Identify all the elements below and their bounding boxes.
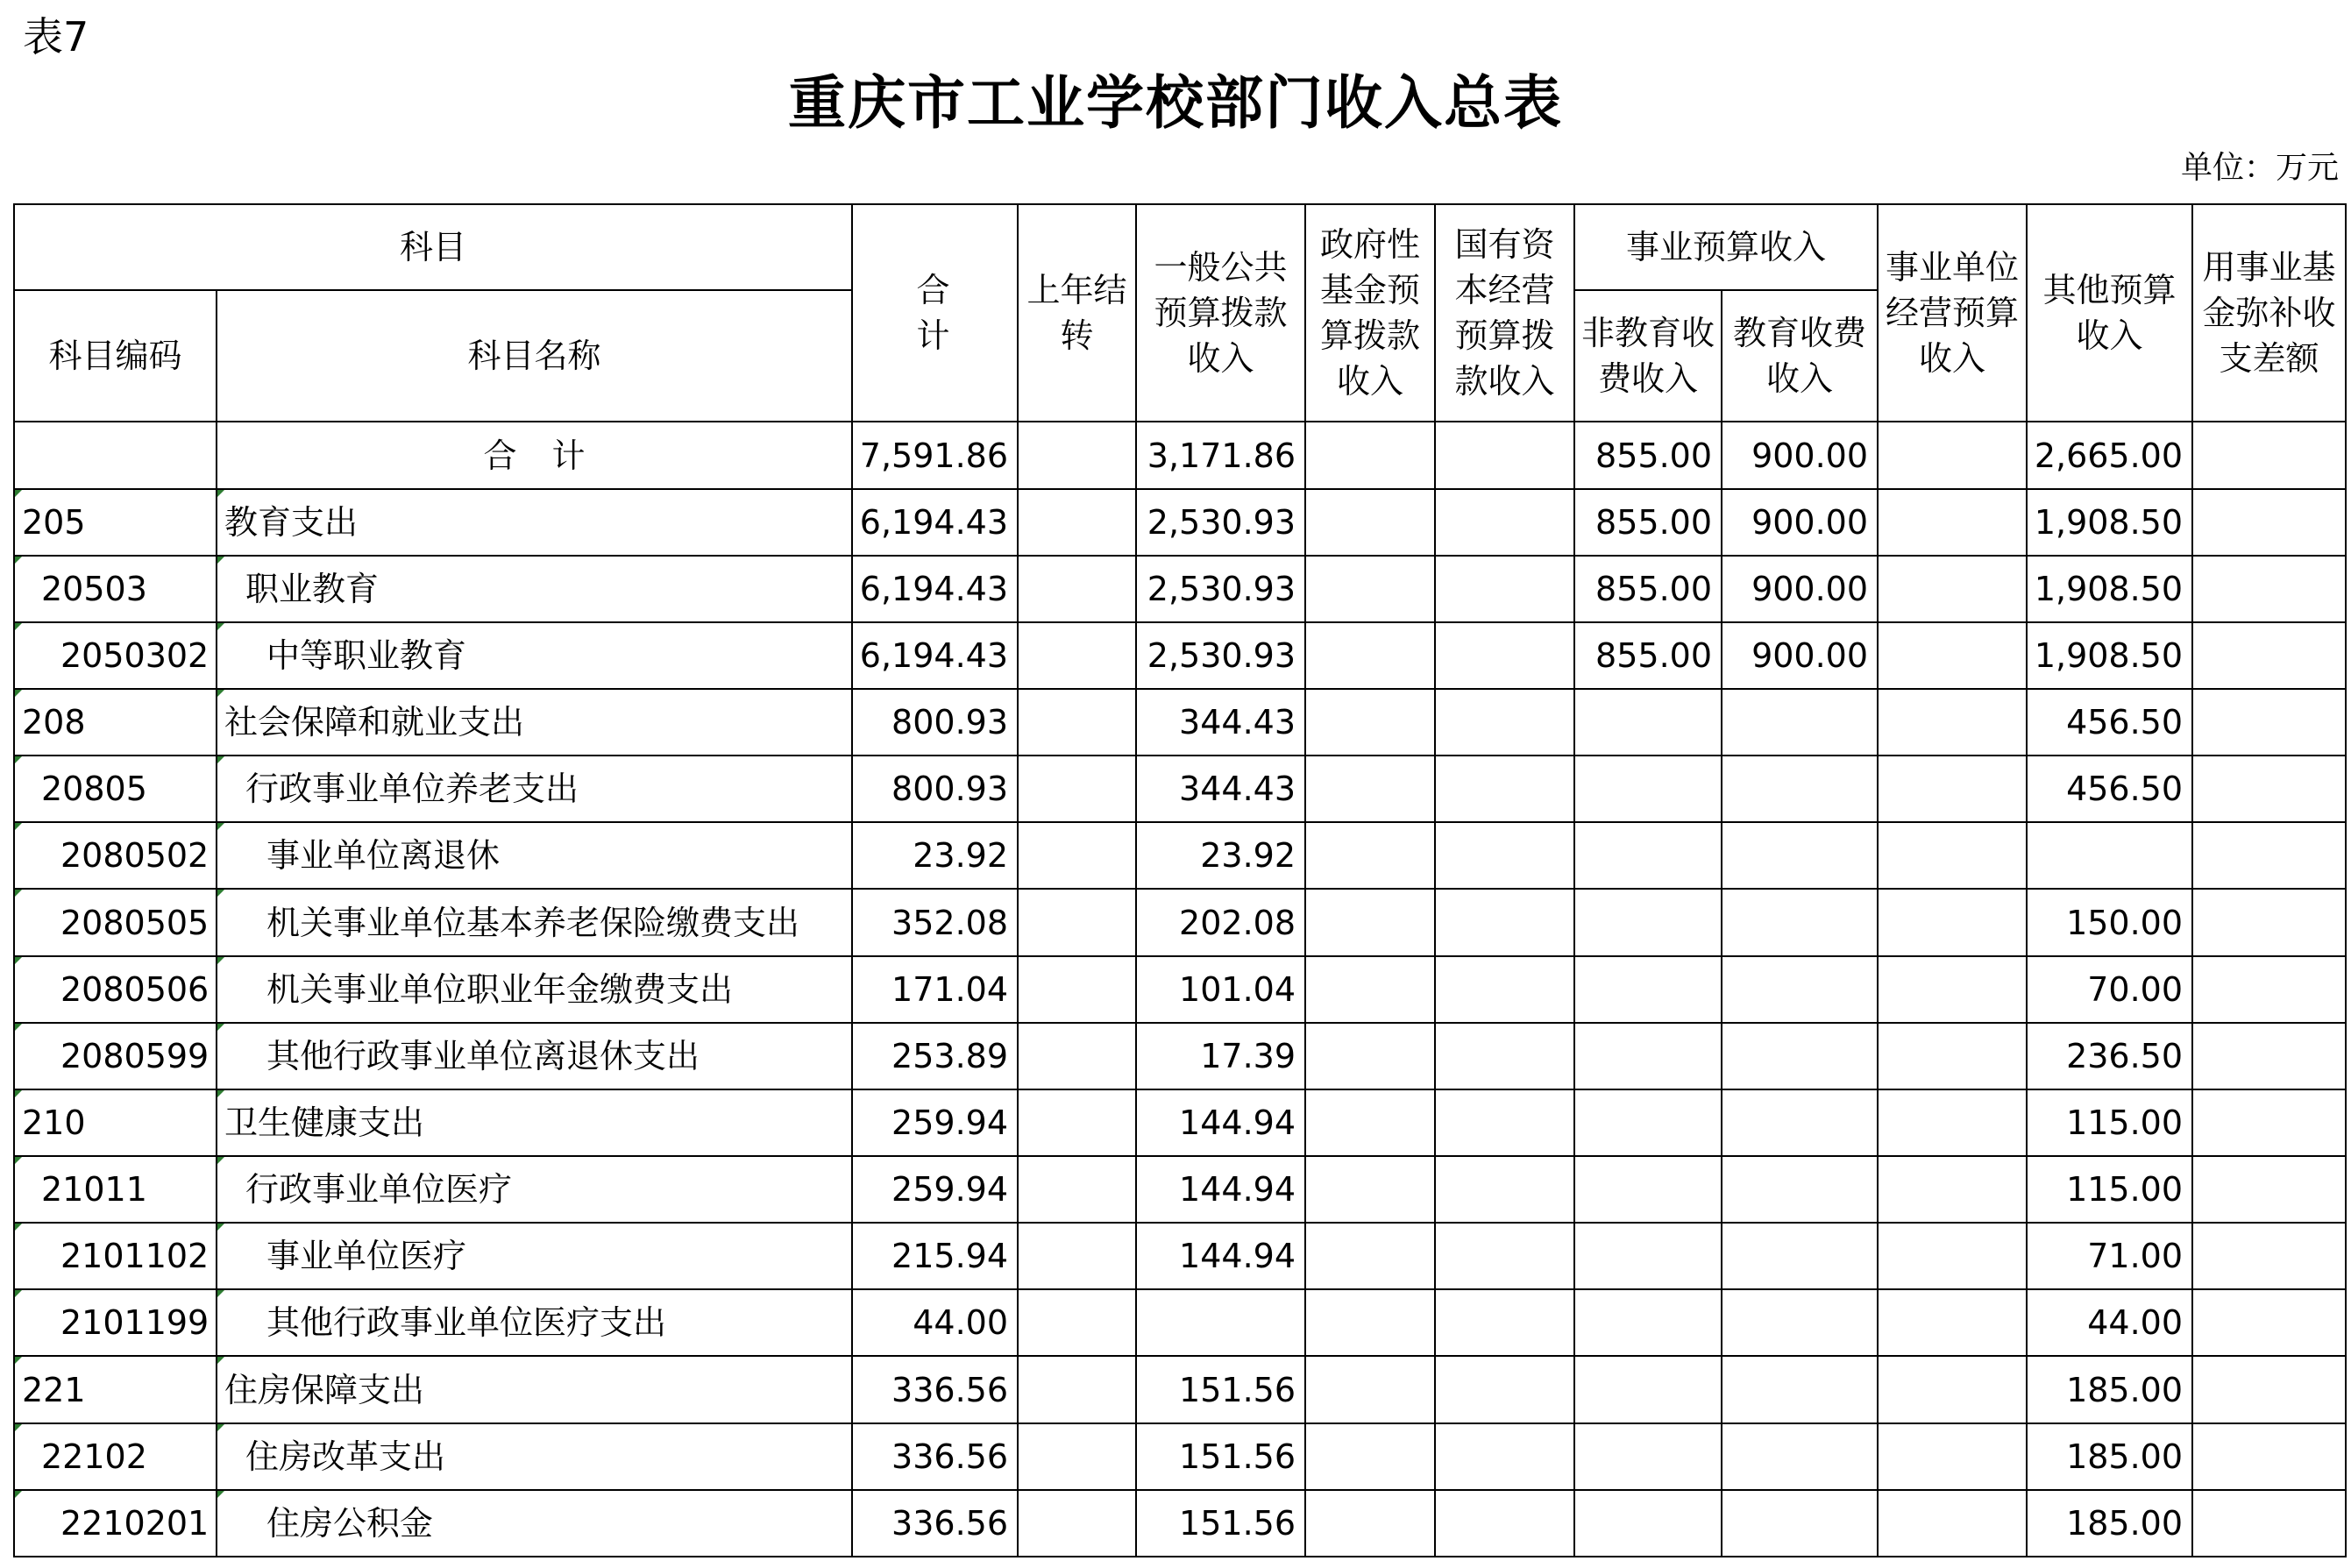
subject-code: 20805: [14, 756, 217, 822]
subject-name: 卫生健康支出: [217, 1089, 852, 1156]
total-amount: 6,194.43: [852, 489, 1018, 556]
table-row: [14, 556, 2346, 622]
other-budget-amount: 236.50: [2027, 1023, 2192, 1089]
subject-name: 其他行政事业单位离退休支出: [217, 1023, 852, 1089]
total-amount: 800.93: [852, 689, 1018, 756]
other-budget-amount: 150.00: [2027, 889, 2192, 955]
total-amount: 336.56: [852, 1490, 1018, 1557]
unit-operation-amount: [1878, 1356, 2027, 1423]
total-code-cell: [14, 422, 217, 488]
other-budget-amount: 1,908.50: [2027, 622, 2192, 689]
header-other-budget: 其他预算收入: [2027, 204, 2192, 422]
state-capital-amount: [1435, 1156, 1574, 1223]
gov-fund-amount: [1305, 689, 1435, 756]
non-edu-fee-amount: [1574, 1089, 1722, 1156]
carryover-amount: [1018, 1490, 1136, 1557]
total-amount: 259.94: [852, 1089, 1018, 1156]
header-row-1: [14, 204, 2346, 290]
general-budget-amount: 101.04: [1136, 956, 1305, 1023]
total-state-capital: [1435, 422, 1574, 488]
subject-name: 中等职业教育: [217, 622, 852, 689]
carryover-amount: [1018, 556, 1136, 622]
other-budget-amount: 71.00: [2027, 1223, 2192, 1289]
subject-name: 其他行政事业单位医疗支出: [217, 1289, 852, 1356]
subject-name: 行政事业单位医疗: [217, 1156, 852, 1223]
subject-name: 住房改革支出: [217, 1423, 852, 1490]
general-budget-amount: 151.56: [1136, 1423, 1305, 1490]
other-budget-amount: [2027, 822, 2192, 889]
non-edu-fee-amount: 855.00: [1574, 556, 1722, 622]
total-amount: 6,194.43: [852, 556, 1018, 622]
other-budget-amount: 70.00: [2027, 956, 2192, 1023]
header-edu-fee: 教育收费收入: [1722, 290, 1878, 422]
fund-balance-amount: [2192, 822, 2346, 889]
carryover-amount: [1018, 689, 1136, 756]
edu-fee-amount: 900.00: [1722, 489, 1878, 556]
other-budget-amount: 185.00: [2027, 1356, 2192, 1423]
other-budget-amount: 185.00: [2027, 1423, 2192, 1490]
total-amount: 253.89: [852, 1023, 1018, 1089]
fund-balance-amount: [2192, 1490, 2346, 1557]
general-budget-amount: 151.56: [1136, 1490, 1305, 1557]
total-amount: 215.94: [852, 1223, 1018, 1289]
subject-code: 20503: [14, 556, 217, 622]
table-row: [14, 622, 2346, 689]
gov-fund-amount: [1305, 1356, 1435, 1423]
subject-name: 机关事业单位职业年金缴费支出: [217, 956, 852, 1023]
fund-balance-amount: [2192, 956, 2346, 1023]
general-budget-amount: 202.08: [1136, 889, 1305, 955]
state-capital-amount: [1435, 889, 1574, 955]
table-row: [14, 889, 2346, 955]
state-capital-amount: [1435, 1223, 1574, 1289]
table-row: [14, 956, 2346, 1023]
fund-balance-amount: [2192, 556, 2346, 622]
gov-fund-amount: [1305, 889, 1435, 955]
subject-code: 22102: [14, 1423, 217, 1490]
total-amount: 7,591.86: [852, 422, 1018, 488]
header-total: 合 计: [852, 204, 1018, 422]
general-budget-amount: 151.56: [1136, 1356, 1305, 1423]
table-row: [14, 1223, 2346, 1289]
fund-balance-amount: [2192, 1089, 2346, 1156]
fund-balance-amount: [2192, 1223, 2346, 1289]
other-budget-amount: 456.50: [2027, 756, 2192, 822]
income-summary-table: [13, 203, 2347, 1557]
non-edu-fee-amount: [1574, 1223, 1722, 1289]
header-carryover: 上年结转: [1018, 204, 1136, 422]
general-budget-amount: 344.43: [1136, 689, 1305, 756]
header-gov-fund: 政府性基金预算拨款收入: [1305, 204, 1435, 422]
carryover-amount: [1018, 822, 1136, 889]
state-capital-amount: [1435, 1356, 1574, 1423]
header-general-budget: 一般公共预算拨款收入: [1136, 204, 1305, 422]
fund-balance-amount: [2192, 756, 2346, 822]
subject-code: 208: [14, 689, 217, 756]
total-non-edu-fee: 855.00: [1574, 422, 1722, 488]
non-edu-fee-amount: [1574, 1289, 1722, 1356]
other-budget-amount: 44.00: [2027, 1289, 2192, 1356]
total-carryover: [1018, 422, 1136, 488]
general-budget-amount: 2,530.93: [1136, 622, 1305, 689]
carryover-amount: [1018, 1089, 1136, 1156]
carryover-amount: [1018, 1423, 1136, 1490]
total-unit-operation: [1878, 422, 2027, 488]
subject-name: 行政事业单位养老支出: [217, 756, 852, 822]
table-row: [14, 1023, 2346, 1089]
state-capital-amount: [1435, 1023, 1574, 1089]
gov-fund-amount: [1305, 956, 1435, 1023]
non-edu-fee-amount: [1574, 1156, 1722, 1223]
non-edu-fee-amount: [1574, 1356, 1722, 1423]
state-capital-amount: [1435, 822, 1574, 889]
table-row: [14, 1356, 2346, 1423]
fund-balance-amount: [2192, 1023, 2346, 1089]
total-amount: 171.04: [852, 956, 1018, 1023]
edu-fee-amount: [1722, 889, 1878, 955]
general-budget-amount: 144.94: [1136, 1089, 1305, 1156]
total-label: 合计: [217, 422, 852, 488]
subject-code: 2080599: [14, 1023, 217, 1089]
edu-fee-amount: [1722, 1356, 1878, 1423]
non-edu-fee-amount: [1574, 1490, 1722, 1557]
state-capital-amount: [1435, 1289, 1574, 1356]
subject-code: 2050302: [14, 622, 217, 689]
unit-operation-amount: [1878, 489, 2027, 556]
non-edu-fee-amount: [1574, 1423, 1722, 1490]
edu-fee-amount: [1722, 956, 1878, 1023]
unit-operation-amount: [1878, 1289, 2027, 1356]
subject-code: 2210201: [14, 1490, 217, 1557]
subject-code: 21011: [14, 1156, 217, 1223]
gov-fund-amount: [1305, 1490, 1435, 1557]
total-gov-fund: [1305, 422, 1435, 488]
fund-balance-amount: [2192, 622, 2346, 689]
subject-code: 2101199: [14, 1289, 217, 1356]
other-budget-amount: 1,908.50: [2027, 489, 2192, 556]
state-capital-amount: [1435, 489, 1574, 556]
non-edu-fee-amount: [1574, 889, 1722, 955]
unit-operation-amount: [1878, 1423, 2027, 1490]
state-capital-amount: [1435, 689, 1574, 756]
page-title: 重庆市工业学校部门收入总表: [788, 68, 1563, 137]
subject-code: 210: [14, 1089, 217, 1156]
subject-name: 住房保障支出: [217, 1356, 852, 1423]
unit-operation-amount: [1878, 1490, 2027, 1557]
fund-balance-amount: [2192, 889, 2346, 955]
table-row: [14, 1156, 2346, 1223]
subject-name: 机关事业单位基本养老保险缴费支出: [217, 889, 852, 955]
gov-fund-amount: [1305, 556, 1435, 622]
header-code: 科目编码: [14, 290, 217, 422]
unit-operation-amount: [1878, 1023, 2027, 1089]
gov-fund-amount: [1305, 489, 1435, 556]
edu-fee-amount: [1722, 1156, 1878, 1223]
unit-operation-amount: [1878, 1089, 2027, 1156]
carryover-amount: [1018, 756, 1136, 822]
other-budget-amount: 115.00: [2027, 1156, 2192, 1223]
table-row: [14, 1490, 2346, 1557]
table-row: [14, 489, 2346, 556]
other-budget-amount: 115.00: [2027, 1089, 2192, 1156]
subject-name: 社会保障和就业支出: [217, 689, 852, 756]
edu-fee-amount: [1722, 756, 1878, 822]
total-edu-fee: 900.00: [1722, 422, 1878, 488]
other-budget-amount: 1,908.50: [2027, 556, 2192, 622]
subject-code: 2101102: [14, 1223, 217, 1289]
other-budget-amount: 185.00: [2027, 1490, 2192, 1557]
general-budget-amount: [1136, 1289, 1305, 1356]
header-subject: 科目: [14, 204, 852, 290]
gov-fund-amount: [1305, 1289, 1435, 1356]
edu-fee-amount: [1722, 1023, 1878, 1089]
state-capital-amount: [1435, 1490, 1574, 1557]
carryover-amount: [1018, 622, 1136, 689]
subject-code: 2080505: [14, 889, 217, 955]
non-edu-fee-amount: [1574, 756, 1722, 822]
total-general: 3,171.86: [1136, 422, 1305, 488]
unit-operation-amount: [1878, 956, 2027, 1023]
non-edu-fee-amount: [1574, 956, 1722, 1023]
header-unit-operation: 事业单位经营预算收入: [1878, 204, 2027, 422]
subject-code: 221: [14, 1356, 217, 1423]
subject-name: 职业教育: [217, 556, 852, 622]
total-amount: 336.56: [852, 1356, 1018, 1423]
header-state-capital: 国有资本经营预算拨款收入: [1435, 204, 1574, 422]
carryover-amount: [1018, 889, 1136, 955]
general-budget-amount: 23.92: [1136, 822, 1305, 889]
state-capital-amount: [1435, 756, 1574, 822]
gov-fund-amount: [1305, 1023, 1435, 1089]
state-capital-amount: [1435, 1089, 1574, 1156]
table-row: [14, 1089, 2346, 1156]
unit-operation-amount: [1878, 689, 2027, 756]
edu-fee-amount: [1722, 1289, 1878, 1356]
edu-fee-amount: [1722, 1089, 1878, 1156]
subject-name: 事业单位离退休: [217, 822, 852, 889]
fund-balance-amount: [2192, 1156, 2346, 1223]
subject-name: 教育支出: [217, 489, 852, 556]
total-fund-balance: [2192, 422, 2346, 488]
unit-operation-amount: [1878, 756, 2027, 822]
general-budget-amount: 344.43: [1136, 756, 1305, 822]
header-name: 科目名称: [217, 290, 852, 422]
edu-fee-amount: [1722, 1223, 1878, 1289]
unit-operation-amount: [1878, 1156, 2027, 1223]
total-amount: 800.93: [852, 756, 1018, 822]
fund-balance-amount: [2192, 1356, 2346, 1423]
subject-name: 事业单位医疗: [217, 1223, 852, 1289]
table-row: [14, 1423, 2346, 1490]
non-edu-fee-amount: 855.00: [1574, 489, 1722, 556]
non-edu-fee-amount: [1574, 689, 1722, 756]
gov-fund-amount: [1305, 1156, 1435, 1223]
subject-name: 住房公积金: [217, 1490, 852, 1557]
header-non-edu-fee: 非教育收费收入: [1574, 290, 1722, 422]
total-amount: 23.92: [852, 822, 1018, 889]
general-budget-amount: 2,530.93: [1136, 556, 1305, 622]
total-amount: 6,194.43: [852, 622, 1018, 689]
edu-fee-amount: 900.00: [1722, 556, 1878, 622]
edu-fee-amount: [1722, 822, 1878, 889]
other-budget-amount: 456.50: [2027, 689, 2192, 756]
fund-balance-amount: [2192, 1423, 2346, 1490]
header-business-budget: 事业预算收入: [1574, 204, 1878, 290]
edu-fee-amount: [1722, 1423, 1878, 1490]
fund-balance-amount: [2192, 489, 2346, 556]
edu-fee-amount: [1722, 1490, 1878, 1557]
state-capital-amount: [1435, 556, 1574, 622]
gov-fund-amount: [1305, 1089, 1435, 1156]
general-budget-amount: 144.94: [1136, 1156, 1305, 1223]
table-row: [14, 822, 2346, 889]
general-budget-amount: 144.94: [1136, 1223, 1305, 1289]
state-capital-amount: [1435, 622, 1574, 689]
table-row: [14, 1289, 2346, 1356]
gov-fund-amount: [1305, 622, 1435, 689]
table-number: 表7: [23, 13, 89, 60]
gov-fund-amount: [1305, 1223, 1435, 1289]
carryover-amount: [1018, 1289, 1136, 1356]
table-row: [14, 689, 2346, 756]
fund-balance-amount: [2192, 689, 2346, 756]
carryover-amount: [1018, 1223, 1136, 1289]
carryover-amount: [1018, 1356, 1136, 1423]
header-fund-balance: 用事业基金弥补收支差额: [2192, 204, 2346, 422]
gov-fund-amount: [1305, 756, 1435, 822]
subject-code: 2080506: [14, 956, 217, 1023]
state-capital-amount: [1435, 1423, 1574, 1490]
non-edu-fee-amount: 855.00: [1574, 622, 1722, 689]
gov-fund-amount: [1305, 1423, 1435, 1490]
carryover-amount: [1018, 489, 1136, 556]
non-edu-fee-amount: [1574, 822, 1722, 889]
unit-operation-amount: [1878, 822, 2027, 889]
unit-label: 单位：万元: [2180, 150, 2339, 186]
fund-balance-amount: [2192, 1289, 2346, 1356]
carryover-amount: [1018, 956, 1136, 1023]
subject-code: 205: [14, 489, 217, 556]
total-row: [14, 422, 2346, 488]
carryover-amount: [1018, 1023, 1136, 1089]
edu-fee-amount: 900.00: [1722, 622, 1878, 689]
unit-operation-amount: [1878, 556, 2027, 622]
edu-fee-amount: [1722, 689, 1878, 756]
total-amount: 44.00: [852, 1289, 1018, 1356]
carryover-amount: [1018, 1156, 1136, 1223]
total-amount: 259.94: [852, 1156, 1018, 1223]
subject-code: 2080502: [14, 822, 217, 889]
unit-operation-amount: [1878, 1223, 2027, 1289]
unit-operation-amount: [1878, 622, 2027, 689]
total-amount: 336.56: [852, 1423, 1018, 1490]
non-edu-fee-amount: [1574, 1023, 1722, 1089]
total-other: 2,665.00: [2027, 422, 2192, 488]
general-budget-amount: 2,530.93: [1136, 489, 1305, 556]
gov-fund-amount: [1305, 822, 1435, 889]
total-amount: 352.08: [852, 889, 1018, 955]
table-row: [14, 756, 2346, 822]
general-budget-amount: 17.39: [1136, 1023, 1305, 1089]
state-capital-amount: [1435, 956, 1574, 1023]
unit-operation-amount: [1878, 889, 2027, 955]
